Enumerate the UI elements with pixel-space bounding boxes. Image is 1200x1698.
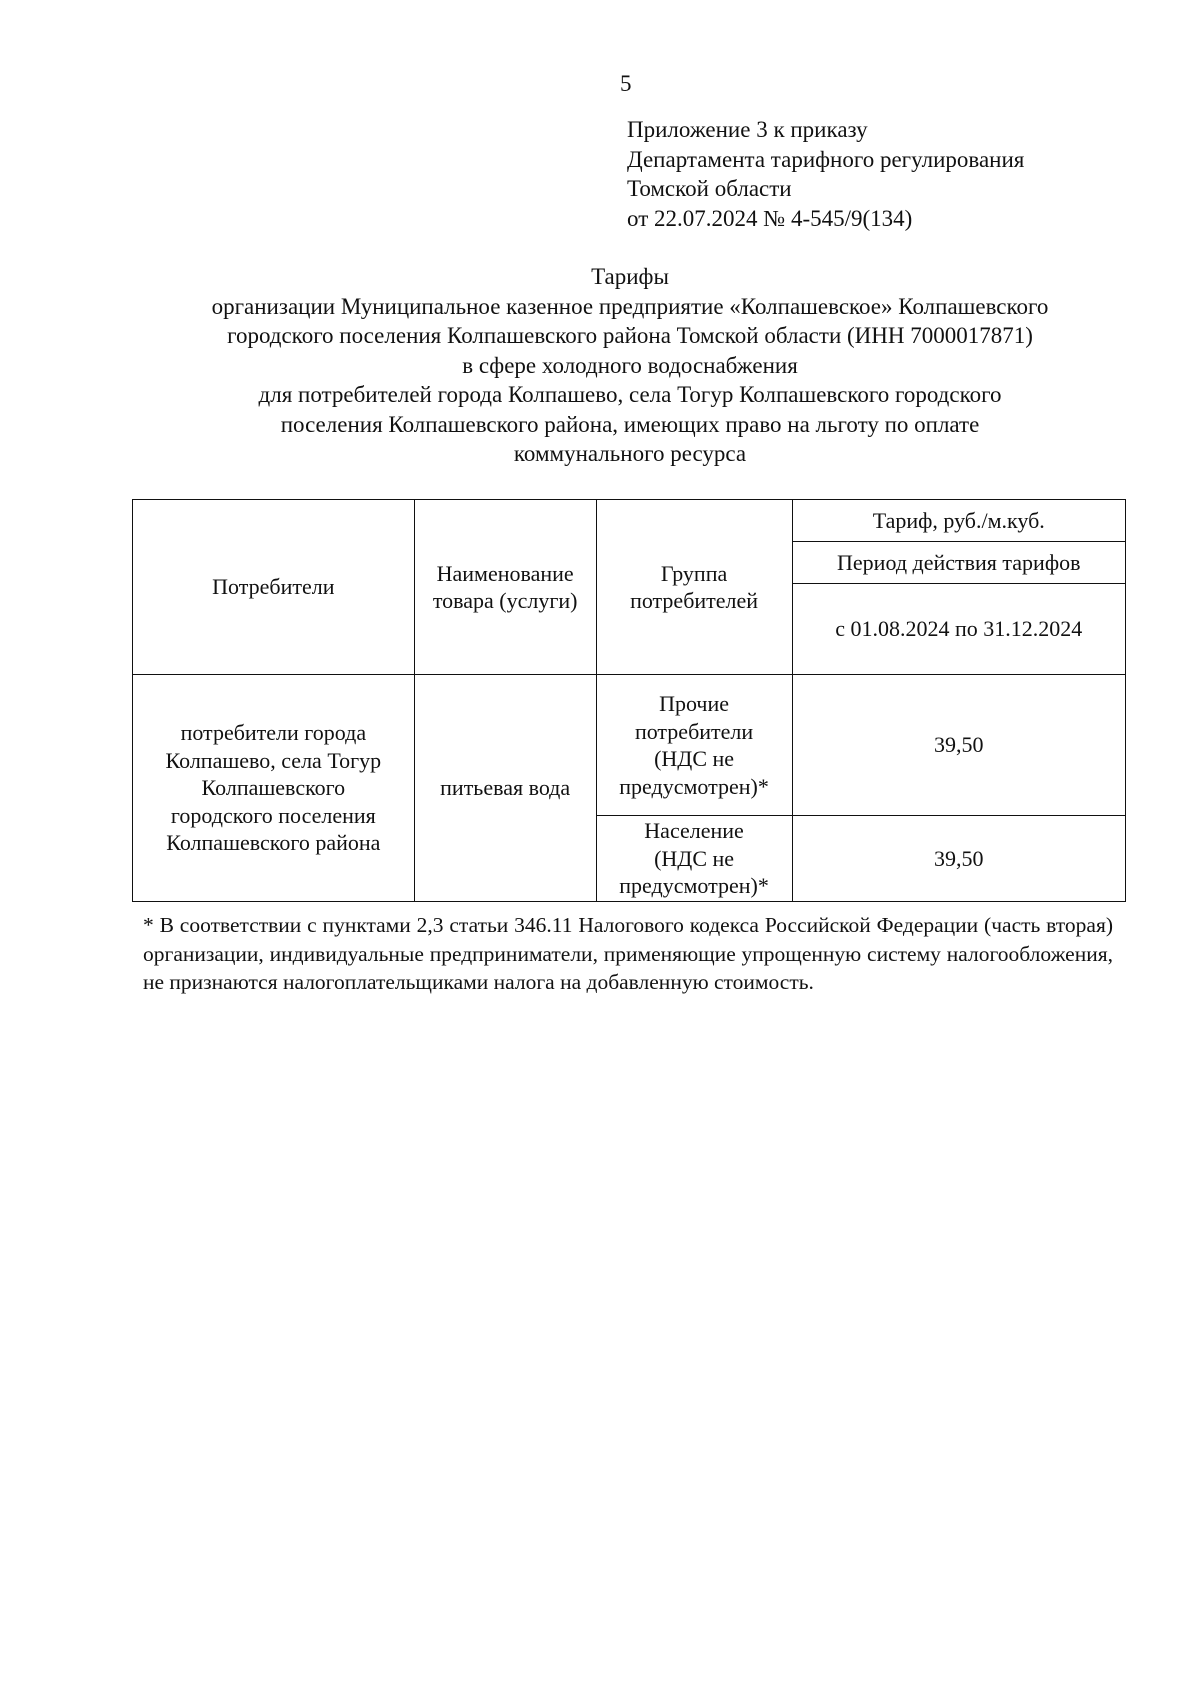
cell-product: питьевая вода — [414, 675, 596, 902]
header-group-line: Группа — [660, 560, 728, 586]
group-line: потребители — [634, 718, 754, 744]
document-title — [130, 262, 1130, 469]
cell-consumers — [133, 675, 415, 902]
appendix-line: от 22.07.2024 № 4-545/9(134) — [627, 205, 913, 231]
header-product — [414, 500, 596, 675]
group-line: предусмотрен)* — [619, 873, 769, 899]
title-line: поселения Колпашевского района, имеющих право на льготу по оплате — [280, 411, 980, 437]
consumers-line: потребители города — [180, 720, 367, 746]
consumers-line: Колпашевского района — [166, 830, 381, 856]
header-tariff: Тариф, руб./м.куб. — [792, 500, 1125, 542]
header-consumers: Потребители — [133, 500, 415, 675]
consumers-line: городского поселения — [170, 802, 376, 828]
appendix-line: Томской области — [627, 176, 792, 201]
group-line: (НДС не — [654, 746, 735, 771]
cell-group-other — [596, 675, 792, 816]
appendix-line: Приложение 3 к приказу — [627, 117, 868, 142]
page-number: 5 — [620, 71, 632, 96]
cell-tariff-value: 39,50 — [792, 675, 1125, 816]
title-line: Тарифы — [591, 264, 669, 289]
header-period-value: с 01.08.2024 по 31.12.2024 — [792, 584, 1125, 675]
group-line: Население — [644, 818, 744, 844]
header-group — [596, 500, 792, 675]
header-group-line: потребителей — [630, 588, 759, 613]
title-line: организации Муниципальное казенное предприятие «Колпашевское» Колпашевского — [211, 293, 1049, 319]
group-line: Прочие — [659, 691, 730, 716]
header-product-line: Наименование — [436, 560, 574, 586]
group-line: предусмотрен)* — [619, 773, 769, 799]
cell-group-population — [596, 816, 792, 902]
title-line: для потребителей города Колпашево, села Тогур Колпашевского городского — [258, 382, 1002, 407]
tariff-table — [132, 499, 1126, 902]
cell-tariff-value: 39,50 — [792, 816, 1125, 902]
title-line: коммунального ресурса — [513, 441, 747, 466]
appendix-reference — [627, 115, 1024, 233]
title-line: городского поселения Колпашевского района Томской области (ИНН 7000017871) — [227, 323, 1033, 348]
header-period-label: Период действия тарифов — [792, 542, 1125, 584]
consumers-line: Колпашевского — [201, 775, 346, 801]
group-line: (НДС не — [654, 845, 735, 871]
header-product-line: товара (услуги) — [432, 588, 578, 613]
appendix-line: Департамента тарифного регулирования — [627, 146, 1025, 172]
title-line: в сфере холодного водоснабжения — [462, 352, 798, 378]
consumers-line: Колпашево, села Тогур — [165, 747, 382, 773]
footnote: * В соответствии с пунктами 2,3 статьи 346.11 Налогового кодекса Российской Федерации (часть вторая) организации, индивидуальные предприниматели, применяющие упрощенную систему налогообложения, не признаются налогоплательщиками налога на добавленную стоимость. — [143, 913, 1113, 994]
